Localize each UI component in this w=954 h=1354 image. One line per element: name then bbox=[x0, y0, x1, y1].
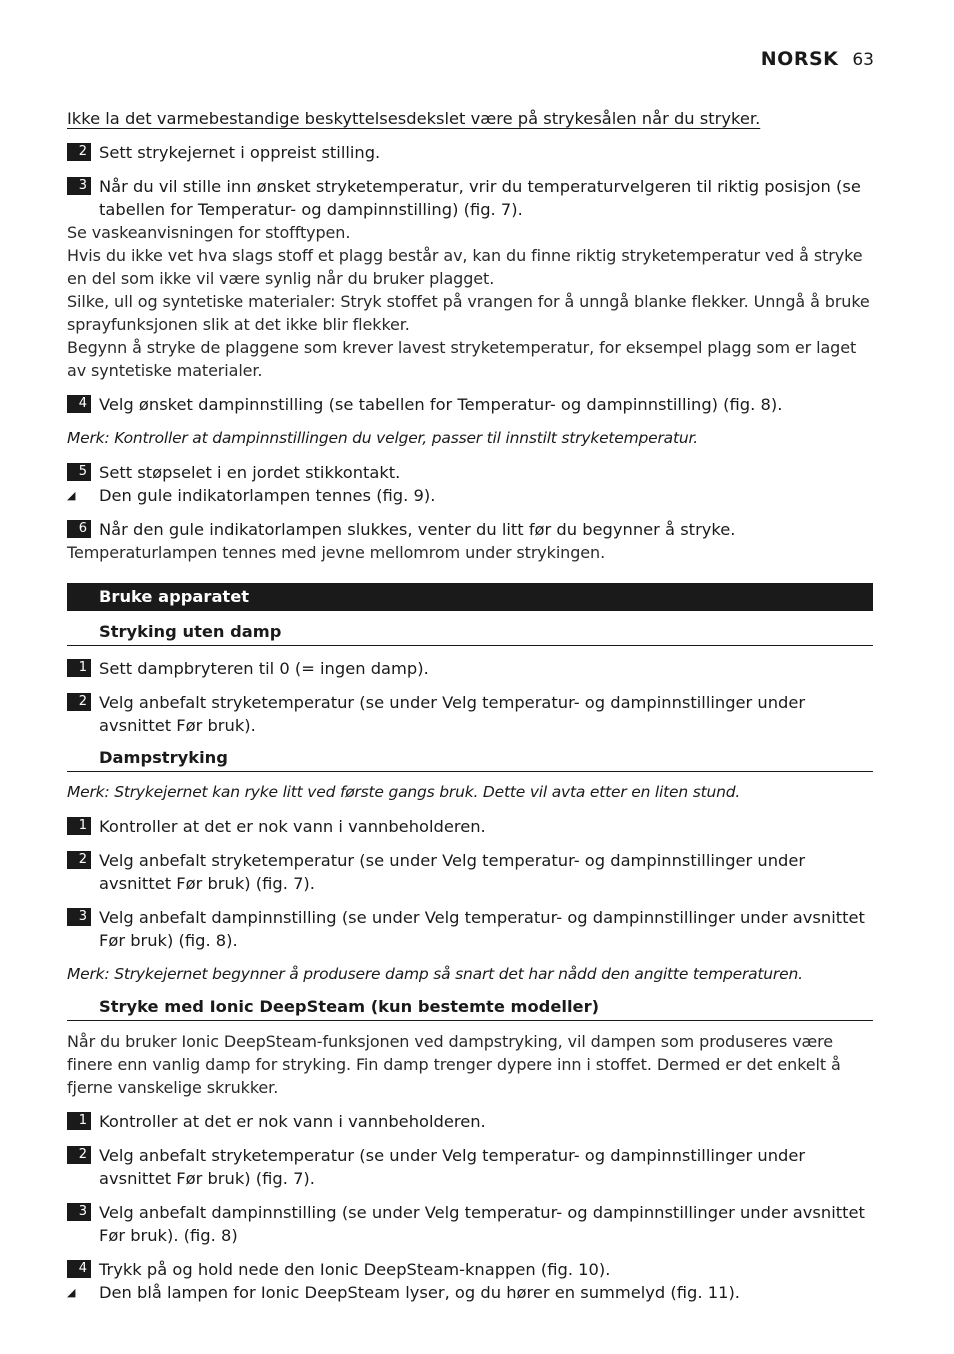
paragraph: Hvis du ikke vet hva slags stoff et plagg består av, kan du finne riktig stryketemperatur ved å stryke en del som ikke vil være synlig når du bruker plagget. bbox=[67, 246, 863, 288]
language-label: NORSK bbox=[760, 48, 839, 70]
step-item bbox=[67, 518, 873, 541]
page-content bbox=[67, 107, 873, 1304]
step-text: Velg ønsket dampinnstilling (se tabellen for Temperatur- og dampinnstilling) (fig. 8). bbox=[99, 395, 783, 414]
page-number: 63 bbox=[852, 50, 874, 70]
step-text: Når den gule indikatorlampen slukkes, venter du litt før du begynner å stryke. bbox=[99, 520, 736, 539]
step-number: 2 bbox=[67, 851, 91, 869]
step-number: 2 bbox=[67, 693, 91, 711]
step-text: Sett strykejernet i oppreist stilling. bbox=[99, 143, 381, 162]
step-text: Sett dampbryteren til 0 (= ingen damp). bbox=[99, 659, 429, 678]
result-item bbox=[67, 1281, 873, 1304]
step-number: 3 bbox=[67, 908, 91, 926]
subsection-heading: Dampstryking bbox=[67, 745, 873, 772]
warning-line: Ikke la det varmebestandige beskyttelsesdekslet være på strykesålen når du stryker. bbox=[67, 109, 761, 128]
result-text: Den blå lampen for Ionic DeepSteam lyser, og du hører en summelyd (fig. 11). bbox=[99, 1283, 740, 1302]
result-arrow-icon: ◢ bbox=[67, 489, 76, 502]
step-item bbox=[67, 461, 873, 484]
step-text: Velg anbefalt dampinnstilling (se under Velg temperatur- og dampinnstillinger under avsnittet Før bruk). (fig. 8) bbox=[99, 1203, 865, 1245]
paragraph: Begynn å stryke de plaggene som krever lavest stryketemperatur, for eksempel plagg som er laget av syntetiske materialer. bbox=[67, 338, 857, 380]
note: Merk: Strykejernet begynner å produsere damp så snart det har nådd den angitte temperaturen. bbox=[67, 965, 803, 983]
step-text: Kontroller at det er nok vann i vannbeholderen. bbox=[99, 1112, 486, 1131]
paragraph: Temperaturlampen tennes med jevne mellomrom under strykingen. bbox=[67, 543, 606, 562]
step-number: 2 bbox=[67, 1146, 91, 1164]
step-item bbox=[67, 691, 873, 737]
step-text: Velg anbefalt stryketemperatur (se under Velg temperatur- og dampinnstillinger under avsnittet Før bruk) (fig. 7). bbox=[99, 1146, 806, 1188]
step-item bbox=[67, 1110, 873, 1133]
step-text: Når du vil stille inn ønsket stryketemperatur, vrir du temperaturvelgeren til riktig posisjon (se tabellen for Temperatur- og dampinnstilling) (fig. 7). bbox=[99, 177, 861, 219]
step-item bbox=[67, 141, 873, 164]
step-text: Velg anbefalt stryketemperatur (se under Velg temperatur- og dampinnstillinger under avsnittet Før bruk) (fig. 7). bbox=[99, 851, 806, 893]
step-item bbox=[67, 175, 873, 221]
step-item bbox=[67, 657, 873, 680]
subsection-heading: Stryke med Ionic DeepSteam (kun bestemte modeller) bbox=[67, 994, 873, 1021]
subsection-heading: Stryking uten damp bbox=[67, 619, 873, 646]
page-header bbox=[761, 48, 874, 70]
note: Merk: Kontroller at dampinnstillingen du velger, passer til innstilt stryketemperatur. bbox=[67, 429, 698, 447]
section-heading: Bruke apparatet bbox=[67, 583, 873, 611]
step-text: Velg anbefalt stryketemperatur (se under Velg temperatur- og dampinnstillinger under avsnittet Før bruk). bbox=[99, 693, 806, 735]
step-number: 1 bbox=[67, 1112, 91, 1130]
step-number: 1 bbox=[67, 659, 91, 677]
paragraph: Silke, ull og syntetiske materialer: Stryk stoffet på vrangen for å unngå blanke flekker. Unngå å bruke sprayfunksjonen slik at det ikke blir flekker. bbox=[67, 292, 870, 334]
paragraph: Se vaskeanvisningen for stofftypen. bbox=[67, 223, 351, 242]
result-arrow-icon: ◢ bbox=[67, 1286, 76, 1299]
result-text: Den gule indikatorlampen tennes (fig. 9). bbox=[99, 486, 436, 505]
step-text: Trykk på og hold nede den Ionic DeepSteam-knappen (fig. 10). bbox=[99, 1260, 611, 1279]
paragraph: Når du bruker Ionic DeepSteam-funksjonen ved dampstryking, vil dampen som produseres være finere enn vanlig damp for stryking. Fin damp trenger dypere inn i stoffet. Dermed er det enkelt å fjerne vanskelige skrukker. bbox=[67, 1032, 841, 1097]
result-item bbox=[67, 484, 873, 507]
step-item bbox=[67, 906, 873, 952]
step-number: 3 bbox=[67, 1203, 91, 1221]
step-number: 5 bbox=[67, 463, 91, 481]
step-text: Velg anbefalt dampinnstilling (se under Velg temperatur- og dampinnstillinger under avsnittet Før bruk) (fig. 8). bbox=[99, 908, 865, 950]
step-text: Kontroller at det er nok vann i vannbeholderen. bbox=[99, 817, 486, 836]
step-item bbox=[67, 1144, 873, 1190]
step-item bbox=[67, 393, 873, 416]
note: Merk: Strykejernet kan ryke litt ved første gangs bruk. Dette vil avta etter en liten stund. bbox=[67, 783, 741, 801]
step-number: 4 bbox=[67, 395, 91, 413]
step-item bbox=[67, 815, 873, 838]
step-number: 2 bbox=[67, 143, 91, 161]
step-number: 4 bbox=[67, 1260, 91, 1278]
step-item bbox=[67, 849, 873, 895]
step-text: Sett støpselet i en jordet stikkontakt. bbox=[99, 463, 401, 482]
step-number: 6 bbox=[67, 520, 91, 538]
step-number: 1 bbox=[67, 817, 91, 835]
step-number: 3 bbox=[67, 177, 91, 195]
step-item bbox=[67, 1258, 873, 1281]
step-item bbox=[67, 1201, 873, 1247]
